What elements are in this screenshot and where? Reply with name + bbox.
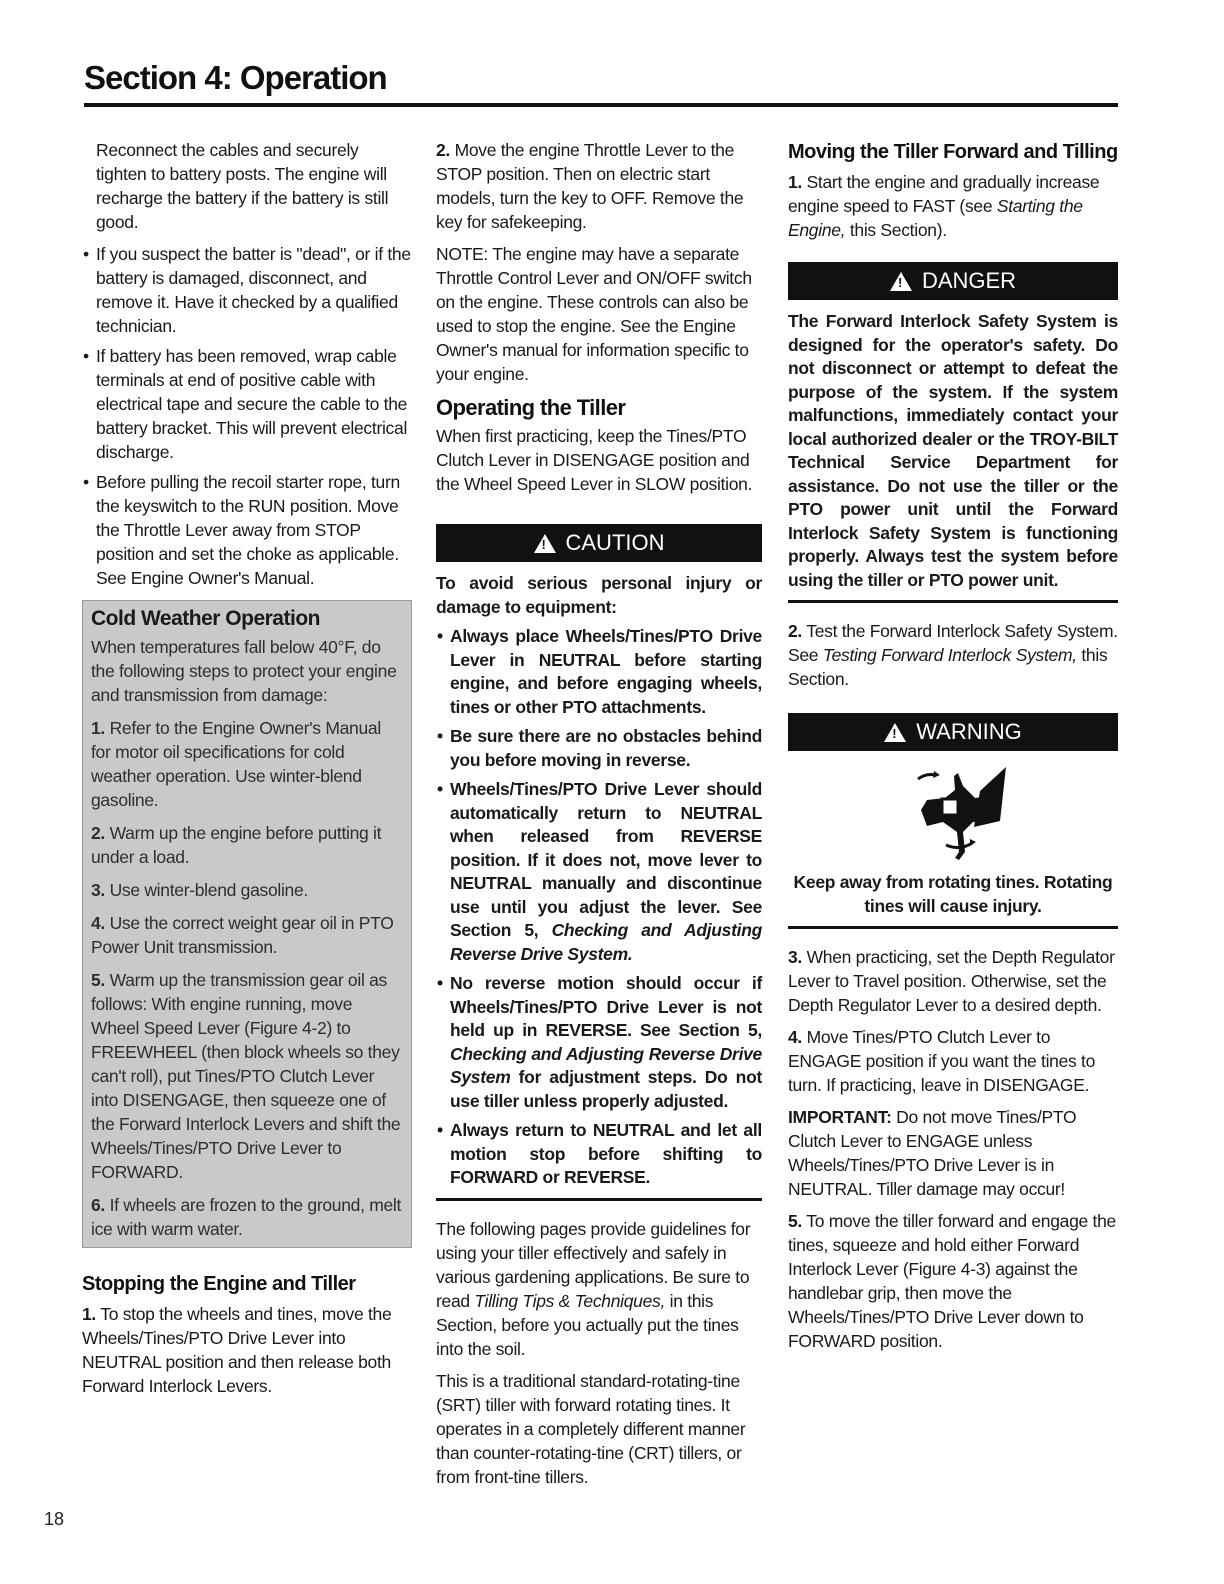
moving-step-1 <box>788 170 1118 242</box>
moving-step-4 <box>788 1025 1118 1097</box>
srt-text: This is a traditional standard-rotating-tine (SRT) tiller with forward rotating tines. It operates in a completely different manner than counter-rotating-tine (CRT) tillers, or from front-tine tillers. <box>436 1370 746 1487</box>
caution-rule <box>436 1198 762 1201</box>
step-text: Test the Forward Interlock Safety System. See <box>788 621 1118 665</box>
cold-weather-step <box>91 968 403 1184</box>
step-text: this Section). <box>849 220 947 240</box>
important-label: IMPORTANT: <box>788 1107 892 1127</box>
step-text: Move Tines/PTO Clutch Lever to ENGAGE position if you want the tines to turn. If practicing, leave in DISENGAGE. <box>788 1027 1096 1095</box>
caution-banner <box>436 524 762 562</box>
cold-weather-box <box>82 600 412 1248</box>
important-text: Do not move Tines/PTO Clutch Lever to ENGAGE unless Wheels/Tines/PTO Drive Lever is in NEUTRAL. Tiller damage may occur! <box>788 1107 1077 1199</box>
step-number: 2. <box>436 140 450 160</box>
caution-body <box>436 572 762 1190</box>
caution-lead: To avoid serious personal injury or damage to equipment: <box>436 573 762 617</box>
guide-text: The following pages provide guidelines for using your tiller effectively and safely in various gardening applications. Be sure to read <box>436 1218 751 1311</box>
caution-text: No reverse motion should occur if Wheels/Tines/PTO Drive Lever is not held up in REVERSE. See Section 5, <box>450 973 762 1040</box>
step-number: 6. <box>91 1195 105 1215</box>
battery-bullet-recoil: • Before pulling the recoil starter rope, turn the keyswitch to the RUN position. Move the Throttle Lever away from STOP position and set the choke as applicable. See Engine Owner's Manual. <box>82 470 412 590</box>
column-right <box>788 138 1118 1361</box>
step-number: 4. <box>788 1027 802 1047</box>
step-number: 4. <box>91 913 105 933</box>
step-number: 5. <box>788 1211 802 1231</box>
warning-banner <box>788 713 1118 751</box>
cold-weather-intro: When temperatures fall below 40°F, do the following steps to protect your engine and transmission from damage: <box>91 637 397 705</box>
caution-bullet: • Always return to NEUTRAL and let all motion stop before shifting to FORWARD or REVERSE. <box>436 1119 762 1190</box>
warning-triangle-icon <box>534 534 556 553</box>
step-text: To move the tiller forward and engage the tines, squeeze and hold either Forward Interlock Lever (Figure 4-3) against the handlebar grip, then move the Wheels/Tines/PTO Drive Lever down to FORWARD position. <box>788 1211 1116 1351</box>
header-rule <box>84 103 1118 107</box>
warning-triangle-icon <box>890 272 912 291</box>
step-text: Warm up the engine before putting it under a load. <box>91 823 382 867</box>
guide-text: in this Section, before you actually put the tines into the soil. <box>436 1290 739 1359</box>
battery-bullet-dead: • If you suspect the batter is "dead", or if the battery is damaged, disconnect, and remove it. Have it checked by a qualified technician. <box>82 242 412 338</box>
important-note <box>788 1105 1118 1201</box>
step-number: 2. <box>91 823 105 843</box>
caution-label: CAUTION <box>565 530 665 555</box>
danger-rule <box>788 600 1118 603</box>
engine-note: NOTE: The engine may have a separate Throttle Control Lever and ON/OFF switch on the engine. These controls can also be used to stop the engine. See the Engine Owner's manual for information specific to your engine. <box>436 244 752 384</box>
step-number: 1. <box>91 718 105 738</box>
step-reference: Testing Forward Interlock System, <box>822 645 1077 665</box>
step-text: Warm up the transmission gear oil as follows: With engine running, move Wheel Speed Lever (Figure 4-2) to FREEWHEEL (then block wheels so they can't roll), put Tines/PTO Clutch Lever into DISENGAGE, then squeeze one of the Forward Interlock Levers and shift the Wheels/Tines/PTO Drive Lever to FORWARD. <box>91 970 401 1182</box>
cold-weather-step <box>91 1193 403 1241</box>
battery-bullet-removed: • If battery has been removed, wrap cable terminals at end of positive cable with electrical tape and secure the cable to the battery bracket. This will prevent electrical discharge. <box>82 344 412 464</box>
step-text: When practicing, set the Depth Regulator Lever to Travel position. Otherwise, set the Depth Regulator Lever to a desired depth. <box>788 947 1115 1015</box>
stopping-heading: Stopping the Engine and Tiller <box>82 1273 356 1295</box>
guidelines-text <box>436 1217 762 1361</box>
caution-text: Wheels/Tines/PTO Drive Lever should automatically return to NEUTRAL when released from REVERSE position. If it does not, move lever to NEUTRAL manually and discontinue use until you adjust the lever. See Section 5, <box>450 779 762 940</box>
moving-step-2 <box>788 619 1118 691</box>
column-left <box>82 138 412 1406</box>
cold-weather-step <box>91 878 403 902</box>
page-header <box>84 58 1118 98</box>
page-number: 18 <box>44 1509 65 1529</box>
moving-heading: Moving the Tiller Forward and Tilling <box>788 141 1118 163</box>
step-text: this Section. <box>788 645 1108 689</box>
moving-step-3 <box>788 945 1118 1017</box>
warning-label: WARNING <box>916 719 1022 744</box>
stopping-step-1 <box>82 1302 412 1398</box>
step-text: Refer to the Engine Owner's Manual for motor oil specifications for cold weather operation. Use winter-blend gasoline. <box>91 718 381 810</box>
step-text: If wheels are frozen to the ground, melt ice with warm water. <box>91 1195 402 1239</box>
battery-intro: Reconnect the cables and securely tighten to battery posts. The engine will recharge the battery if the battery is still good. <box>96 140 389 232</box>
warning-caption: Keep away from rotating tines. Rotating tines will cause injury. <box>793 872 1113 916</box>
rotating-tines-icon <box>788 761 1118 865</box>
caution-bullet <box>436 778 762 966</box>
step-text: To stop the wheels and tines, move the Wheels/Tines/PTO Drive Lever into NEUTRAL position and then release both Forward Interlock Levers. <box>82 1304 392 1396</box>
operating-heading: Operating the Tiller <box>436 395 626 420</box>
step-reference: Starting the Engine, <box>788 196 1083 240</box>
step-text: Start the engine and gradually increase engine speed to FAST (see <box>788 172 1100 216</box>
caution-reference: Checking and Adjusting Reverse Drive System. <box>450 920 762 964</box>
stopping-step-2 <box>436 138 762 234</box>
step-number: 2. <box>788 621 802 641</box>
danger-banner <box>788 262 1118 300</box>
warning-rule <box>788 926 1118 929</box>
caution-text: for adjustment steps. Do not use tiller unless properly adjusted. <box>450 1067 762 1111</box>
operating-text: When first practicing, keep the Tines/PTO Clutch Lever in DISENGAGE position and the Wheel Speed Lever in SLOW position. <box>436 426 753 494</box>
cold-weather-step <box>91 716 403 812</box>
step-text: Use the correct weight gear oil in PTO Power Unit transmission. <box>91 913 394 957</box>
caution-bullet <box>436 972 762 1113</box>
guide-reference: Tilling Tips & Techniques, <box>474 1290 666 1311</box>
step-number: 3. <box>91 880 105 900</box>
step-number: 1. <box>788 172 802 192</box>
caution-reference: Checking and Adjusting Reverse Drive System <box>450 1043 762 1087</box>
warning-triangle-icon <box>884 723 906 742</box>
step-number: 5. <box>91 970 105 990</box>
danger-text: The Forward Interlock Safety System is designed for the operator's safety. Do not disconnect or attempt to defeat the purpose of the system. If the system malfunctions, immediately contact your local authorized dealer or the TROY-BILT Technical Service Department for assistance. Do not use the tiller or the PTO power unit until the Forward Interlock Safety System is functioning properly. Always test the system before using the tiller or PTO power unit. <box>788 311 1118 590</box>
cold-weather-title: Cold Weather Operation <box>91 607 320 630</box>
danger-label: DANGER <box>921 268 1017 293</box>
step-text: Move the engine Throttle Lever to the STOP position. Then on electric start models, turn the key to OFF. Remove the key for safekeeping. <box>436 140 744 232</box>
step-number: 1. <box>82 1304 96 1324</box>
step-number: 3. <box>788 947 802 967</box>
cold-weather-step <box>91 911 403 959</box>
caution-bullet: • Always place Wheels/Tines/PTO Drive Lever in NEUTRAL before starting engine, and before engaging wheels, tines or other PTO attachments. <box>436 625 762 719</box>
caution-bullet: • Be sure there are no obstacles behind you before moving in reverse. <box>436 725 762 772</box>
moving-step-5 <box>788 1209 1118 1353</box>
cold-weather-step <box>91 821 403 869</box>
step-text: Use winter-blend gasoline. <box>109 880 308 900</box>
column-middle <box>436 138 762 1497</box>
page-title: Section 4: Operation <box>84 59 387 96</box>
